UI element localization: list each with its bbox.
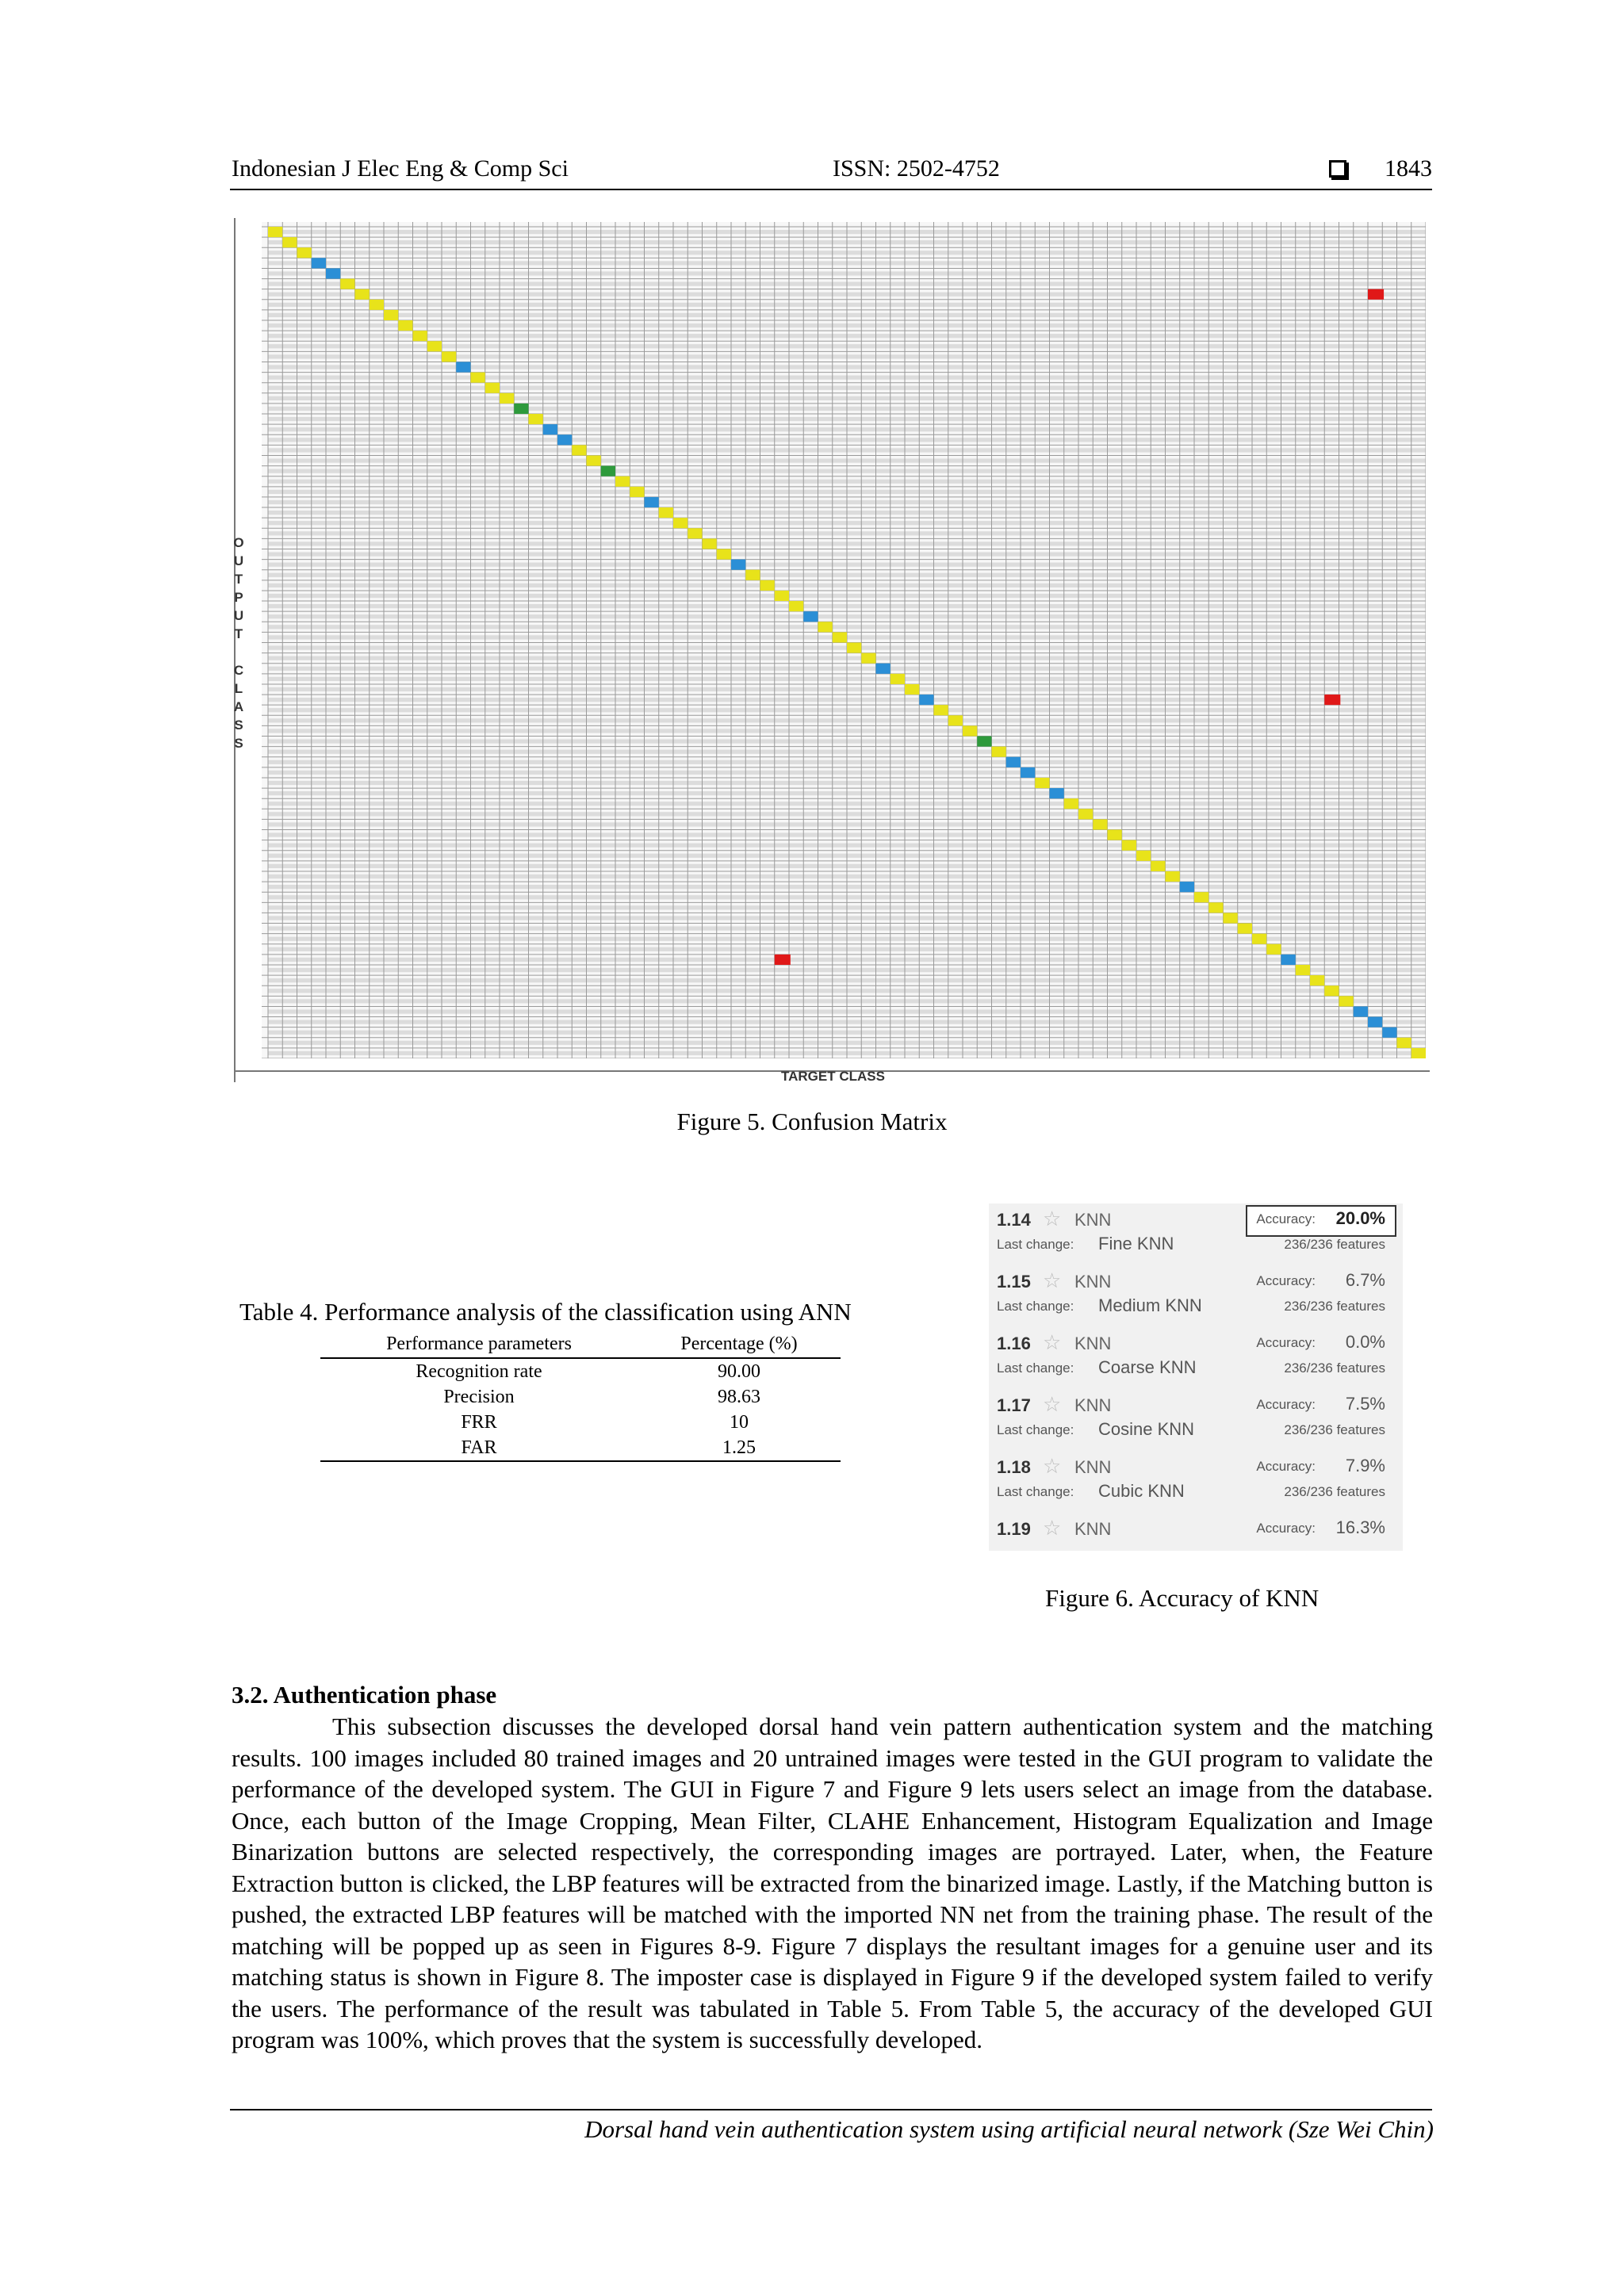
- diagonal-cell: [398, 320, 412, 331]
- accuracy-value: 16.3%: [1335, 1517, 1385, 1537]
- table-cell: 90.00: [718, 1360, 760, 1382]
- diagonal-cell-blue: [919, 695, 933, 705]
- diagonal-cell: [934, 705, 948, 715]
- star-icon[interactable]: ☆: [1043, 1392, 1062, 1416]
- misclassified-cell: [1324, 695, 1340, 705]
- table-cell: 1.25: [638, 1435, 841, 1461]
- diagonal-cell: [688, 528, 702, 538]
- diagonal-cell: [833, 632, 847, 642]
- diagonal-cell-blue: [1180, 882, 1194, 892]
- table-cell: Recognition rate: [416, 1360, 542, 1382]
- paragraph: This subsection discusses the developed dorsal hand vein pattern authentication system and the matching results. 100 images included 80 trained images and 20 untrained images were tested in the GUI program to validate the performance of the developed system. The GUI in Figure 7 and Figure 9 lets users select an image from the database. Once, each button of the Image Cropping, Mean Filter, CLAHE Enhancement, Histogram Equalization and Image Binarization buttons are selected respectively, the corresponding images are portrayed. Later, when, the Feature Extraction button is clicked, the LBP features will be extracted from the binarized image. Lastly, if the Matching button is pushed, the extracted LBP features will be matched with the imported NN net from the training phase. The result of the matching will be popped up as seen in Figures 8-9. Figure 7 displays the resultant images for a genuine user and its matching status is shown in Figure 8. The imposter case is displayed in Figure 9 if the developed system failed to verify the users. The performance of the result was tabulated in Table 5. From Table 5, the accuracy of the developed GUI program was 100%, which proves that the system is successfully developed.: [232, 1712, 1433, 2053]
- diagonal-cell: [615, 476, 630, 487]
- last-change-label: Last change:: [997, 1237, 1074, 1252]
- table-row: [320, 1384, 841, 1410]
- star-icon[interactable]: ☆: [1043, 1330, 1062, 1354]
- diagonal-cell-blue: [543, 424, 557, 434]
- diagonal-cell-blue: [1050, 788, 1064, 798]
- diagonal-cell: [1310, 975, 1324, 985]
- diagonal-cell: [760, 580, 775, 591]
- diagonal-cell: [1238, 924, 1252, 934]
- diagonal-cell: [1166, 871, 1180, 882]
- y-axis-letter: T: [234, 626, 243, 641]
- diagonal-cell-blue: [803, 611, 818, 622]
- table-cell: FAR: [320, 1435, 638, 1461]
- diagonal-cell: [905, 684, 919, 695]
- accuracy-value: 20.0%: [1335, 1208, 1385, 1228]
- accuracy-label: Accuracy:: [1256, 1335, 1316, 1350]
- diagonal-cell: [297, 247, 312, 258]
- accuracy-label: Accuracy:: [1256, 1211, 1316, 1226]
- accuracy-label: Accuracy:: [1256, 1459, 1316, 1474]
- diagonal-cell: [1397, 1038, 1411, 1048]
- misclassified-cell: [775, 955, 791, 965]
- table-header-percentage: Percentage (%): [638, 1330, 841, 1358]
- footer-rule: [230, 2109, 1432, 2110]
- table-header-parameter: Performance parameters: [320, 1330, 638, 1358]
- features-count: 236/236 features: [1284, 1422, 1385, 1437]
- model-row-1-14[interactable]: [989, 1203, 1403, 1265]
- diagonal-cell-blue: [312, 258, 326, 268]
- last-change-value: Cosine KNN: [1098, 1419, 1195, 1439]
- performance-table: [320, 1330, 841, 1462]
- diagonal-cell: [1064, 798, 1078, 809]
- diagonal-cell: [1296, 965, 1310, 975]
- table-row: [320, 1410, 841, 1435]
- accuracy-value: 7.9%: [1345, 1456, 1385, 1475]
- journal-name: Indonesian J Elec Eng & Comp Sci: [232, 155, 569, 182]
- diagonal-cell-blue: [456, 362, 470, 372]
- diagonal-cell: [1224, 913, 1238, 923]
- diagonal-cell: [789, 601, 803, 611]
- diagonal-cell: [442, 351, 456, 362]
- diagonal-cell: [587, 455, 601, 465]
- star-icon[interactable]: ☆: [1043, 1269, 1062, 1292]
- diagonal-cell-green: [514, 404, 528, 414]
- diagonal-cell: [1078, 809, 1093, 819]
- table4-caption: Table 4. Performance analysis of the classification using ANN: [239, 1298, 852, 1326]
- diagonal-cell: [471, 373, 485, 383]
- diagonal-cell: [427, 341, 442, 351]
- diagonal-cell: [1339, 996, 1354, 1006]
- model-type: KNN: [1074, 1457, 1112, 1477]
- table-row: [320, 1358, 841, 1384]
- diagonal-cell: [963, 725, 977, 736]
- table-cell: 98.63: [718, 1386, 760, 1407]
- features-count: 236/236 features: [1284, 1360, 1385, 1376]
- diagonal-cell: [703, 538, 717, 549]
- diagonal-cell: [673, 518, 688, 528]
- last-change-value: Cubic KNN: [1098, 1481, 1185, 1501]
- confusion-matrix-plot: [262, 222, 1426, 1058]
- running-footer: Dorsal hand vein authentication system using artificial neural network (Sze Wei Chin): [584, 2115, 1434, 2143]
- diagonal-cell: [355, 289, 370, 300]
- diagonal-cell: [268, 227, 282, 237]
- diagonal-cell-blue: [731, 560, 745, 570]
- model-id: 1.16: [997, 1334, 1031, 1353]
- model-type: KNN: [1074, 1272, 1112, 1292]
- star-icon[interactable]: ☆: [1043, 1454, 1062, 1478]
- last-change-label: Last change:: [997, 1484, 1074, 1499]
- diagonal-cell: [370, 300, 384, 310]
- table-cell: FRR: [461, 1411, 497, 1433]
- y-axis-letter: U: [233, 553, 244, 568]
- last-change-value: Medium KNN: [1098, 1295, 1202, 1315]
- model-type: KNN: [1074, 1334, 1112, 1353]
- running-header: [230, 155, 1432, 190]
- section-body: [232, 1711, 1433, 2056]
- last-change-label: Last change:: [997, 1422, 1074, 1437]
- diagonal-cell-blue: [326, 268, 340, 278]
- diagonal-cell: [1035, 778, 1049, 788]
- y-axis-letter: C: [233, 663, 244, 678]
- diagonal-cell-blue: [1006, 757, 1021, 767]
- diagonal-cell: [485, 383, 500, 393]
- diagonal-cell: [1122, 840, 1136, 851]
- model-id: 1.14: [997, 1210, 1031, 1230]
- y-axis-letter: S: [234, 718, 243, 733]
- page-number: 1843: [1385, 155, 1432, 182]
- star-icon[interactable]: ☆: [1043, 1207, 1062, 1230]
- y-axis-label: [232, 534, 245, 752]
- issn: ISSN: 2502-4752: [833, 155, 1000, 182]
- model-type: KNN: [1074, 1395, 1112, 1415]
- model-row-1-19[interactable]: [989, 1513, 1403, 1575]
- y-axis-letter: T: [234, 572, 243, 587]
- y-axis-letter: P: [234, 590, 243, 605]
- x-axis-label: TARGET CLASS: [781, 1069, 885, 1084]
- y-axis-letter: S: [234, 736, 243, 751]
- misclassified-cell: [1368, 289, 1384, 300]
- model-id: 1.15: [997, 1272, 1031, 1292]
- section-heading: 3.2. Authentication phase: [232, 1681, 497, 1709]
- diagonal-cell: [1136, 851, 1151, 861]
- diagonal-cell: [1108, 830, 1122, 840]
- star-icon[interactable]: ☆: [1043, 1516, 1062, 1540]
- diagonal-cell-blue: [645, 497, 659, 507]
- diagonal-cell: [1411, 1048, 1426, 1058]
- diagonal-cell: [282, 237, 297, 247]
- model-id: 1.18: [997, 1457, 1031, 1477]
- accuracy-label: Accuracy:: [1256, 1521, 1316, 1536]
- diagonal-cell: [1093, 819, 1107, 829]
- last-change-label: Last change:: [997, 1299, 1074, 1314]
- model-row-1-17[interactable]: [989, 1389, 1403, 1451]
- diagonal-cell: [630, 487, 644, 497]
- figure5-caption: Figure 5. Confusion Matrix: [676, 1108, 948, 1135]
- diagonal-cell: [413, 331, 427, 341]
- last-change-value: Fine KNN: [1098, 1234, 1174, 1253]
- diagonal-cell-green: [977, 737, 991, 747]
- figure6-caption: Figure 6. Accuracy of KNN: [1045, 1584, 1320, 1612]
- header-rule: [230, 189, 1432, 190]
- model-id: 1.19: [997, 1519, 1031, 1539]
- knn-accuracy-panel: [989, 1203, 1403, 1551]
- y-axis-letter: L: [234, 681, 243, 696]
- model-type: KNN: [1074, 1210, 1112, 1230]
- diagonal-cell: [1324, 985, 1339, 996]
- diagonal-cell: [1151, 861, 1165, 871]
- diagonal-cell-blue: [1354, 1006, 1368, 1016]
- features-count: 236/236 features: [1284, 1484, 1385, 1499]
- diagonal-cell: [572, 445, 586, 455]
- accuracy-value: 7.5%: [1345, 1394, 1385, 1414]
- y-axis-letter: U: [233, 608, 244, 623]
- checkbox-square-icon: [1329, 160, 1346, 178]
- diagonal-cell-blue: [557, 434, 572, 445]
- diagonal-cell: [529, 414, 543, 424]
- diagonal-cell: [659, 507, 673, 518]
- diagonal-cell-green: [601, 466, 615, 476]
- diagonal-cell: [1194, 892, 1208, 902]
- diagonal-cell-blue: [1368, 1017, 1382, 1027]
- diagonal-cell: [1252, 934, 1266, 944]
- last-change-value: Coarse KNN: [1098, 1357, 1197, 1377]
- diagonal-cell: [384, 310, 398, 320]
- table-cell: 10: [730, 1411, 749, 1433]
- y-axis-letter: O: [233, 535, 244, 550]
- table-row: [320, 1435, 841, 1461]
- accuracy-label: Accuracy:: [1256, 1273, 1316, 1288]
- diagonal-cell: [340, 279, 354, 289]
- diagonal-cell: [1208, 902, 1223, 913]
- diagonal-cell: [847, 643, 861, 653]
- diagonal-cell: [818, 622, 833, 632]
- diagonal-cell: [992, 747, 1006, 757]
- diagonal-cell: [861, 653, 875, 664]
- model-type: KNN: [1074, 1519, 1112, 1539]
- diagonal-cell-blue: [876, 664, 891, 674]
- confusion-matrix-figure: [234, 218, 1430, 1082]
- model-id: 1.17: [997, 1395, 1031, 1415]
- table-cell: Precision: [443, 1386, 515, 1407]
- y-axis-letter: A: [233, 699, 244, 714]
- last-change-label: Last change:: [997, 1360, 1074, 1376]
- diagonal-cell: [500, 393, 514, 404]
- model-row-1-18[interactable]: [989, 1451, 1403, 1513]
- diagonal-cell: [891, 674, 905, 684]
- features-count: 236/236 features: [1284, 1237, 1385, 1252]
- diagonal-cell-blue: [1281, 955, 1296, 965]
- diagonal-cell: [775, 591, 789, 601]
- y-axis-letter: [232, 643, 245, 661]
- accuracy-value: 0.0%: [1345, 1332, 1385, 1352]
- diagonal-cell-blue: [1382, 1027, 1396, 1038]
- model-row-1-16[interactable]: [989, 1327, 1403, 1389]
- features-count: 236/236 features: [1284, 1299, 1385, 1314]
- diagonal-cell: [1266, 944, 1281, 955]
- diagonal-cell-blue: [1021, 767, 1035, 778]
- diagonal-cell: [745, 570, 760, 580]
- accuracy-value: 6.7%: [1345, 1270, 1385, 1290]
- diagonal-cell: [948, 715, 963, 725]
- model-row-1-15[interactable]: [989, 1265, 1403, 1327]
- accuracy-label: Accuracy:: [1256, 1397, 1316, 1412]
- diagonal-cell: [717, 549, 731, 559]
